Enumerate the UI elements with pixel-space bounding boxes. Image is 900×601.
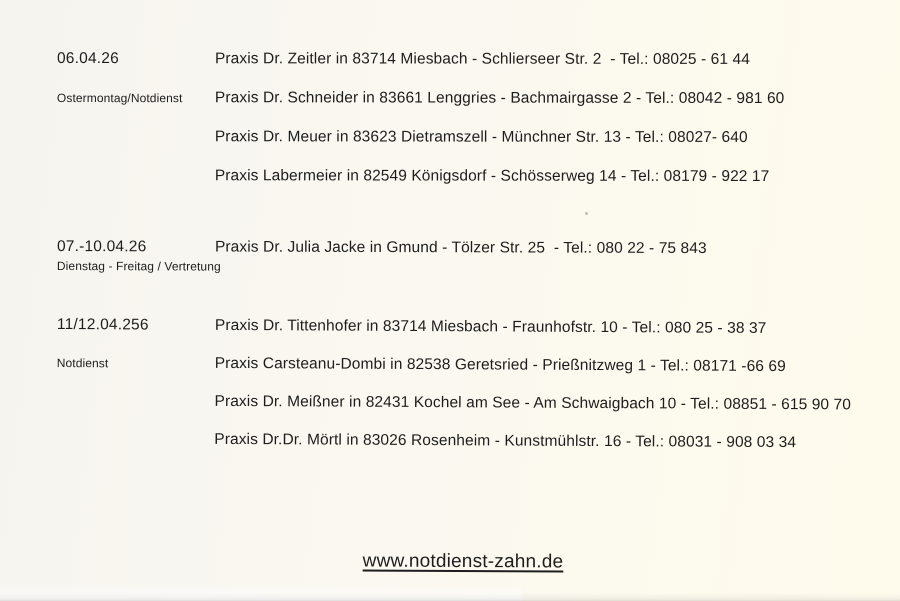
paper-bottom-edge-shadow [0,593,900,601]
paper-speck [585,212,588,215]
duty-row [56,392,887,435]
duty-type-label: Dienstag - Freitag / Vertretung [56,258,221,274]
practice-entry: Praxis Carsteanu-Dombi in 82538 Geretsried - Prießnitzweg 1 - Tel.: 08171 -66 69 [214,354,786,376]
left-spacer [56,443,214,444]
practice-entry: Praxis Dr. Julia Jacke in Gmund - Tölzer Str. 25 - Tel.: 080 22 - 75 843 [214,238,707,258]
duty-section-ostermontag [57,50,888,207]
duty-row [57,89,888,129]
duty-section-notdienst [56,316,888,473]
duty-row [57,50,888,90]
duty-type-label: Ostermontag/Notdienst [56,90,183,106]
left-spacer [57,405,215,406]
footer [13,549,900,575]
practice-entry: Praxis Dr. Meißner in 82431 Kochel am See - Am Schwaigbach 10 - Tel.: 08851 - 615 90 70 [214,392,852,414]
duty-row [57,316,888,359]
practice-entry: Praxis Dr. Meuer in 83623 Dietramszell - Münchner Str. 13 - Tel.: 08027- 640 [214,128,748,146]
duty-date: 07.-10.04.26 [56,238,147,256]
duty-date-group [56,238,221,274]
duty-row [57,167,888,207]
website-link[interactable]: www.notdienst-zahn.de [362,550,564,573]
practice-entry: Praxis Dr.Dr. Mörtl in 83026 Rosenheim - Kunstmühlstr. 16 - Tel.: 08031 - 908 03 34 [214,430,797,452]
practice-entry: Praxis Dr. Tittenhofer in 83714 Miesbach - Fraunhofstr. 10 - Tel.: 080 25 - 38 37 [214,316,767,337]
practice-entry: Praxis Dr. Zeitler in 83714 Miesbach - Schlierseer Str. 2 - Tel.: 08025 - 61 44 [214,50,750,68]
duty-row [56,430,887,473]
duty-type-label: Notdienst [56,355,109,371]
duty-row [57,238,888,276]
duty-date: 06.04.26 [56,50,119,68]
paper-speck [433,362,435,364]
duty-row [57,354,888,397]
duty-row [57,128,888,168]
practice-entry: Praxis Labermeier in 82549 Königsdorf - Schösserweg 14 - Tel.: 08179 - 922 17 [214,167,770,185]
duty-section-vertretung [57,238,888,276]
practice-entry: Praxis Dr. Schneider in 83661 Lenggries - Bachmairgasse 2 - Tel.: 08042 - 981 60 [214,89,785,108]
duty-date: 11/12.04.256 [56,316,149,334]
